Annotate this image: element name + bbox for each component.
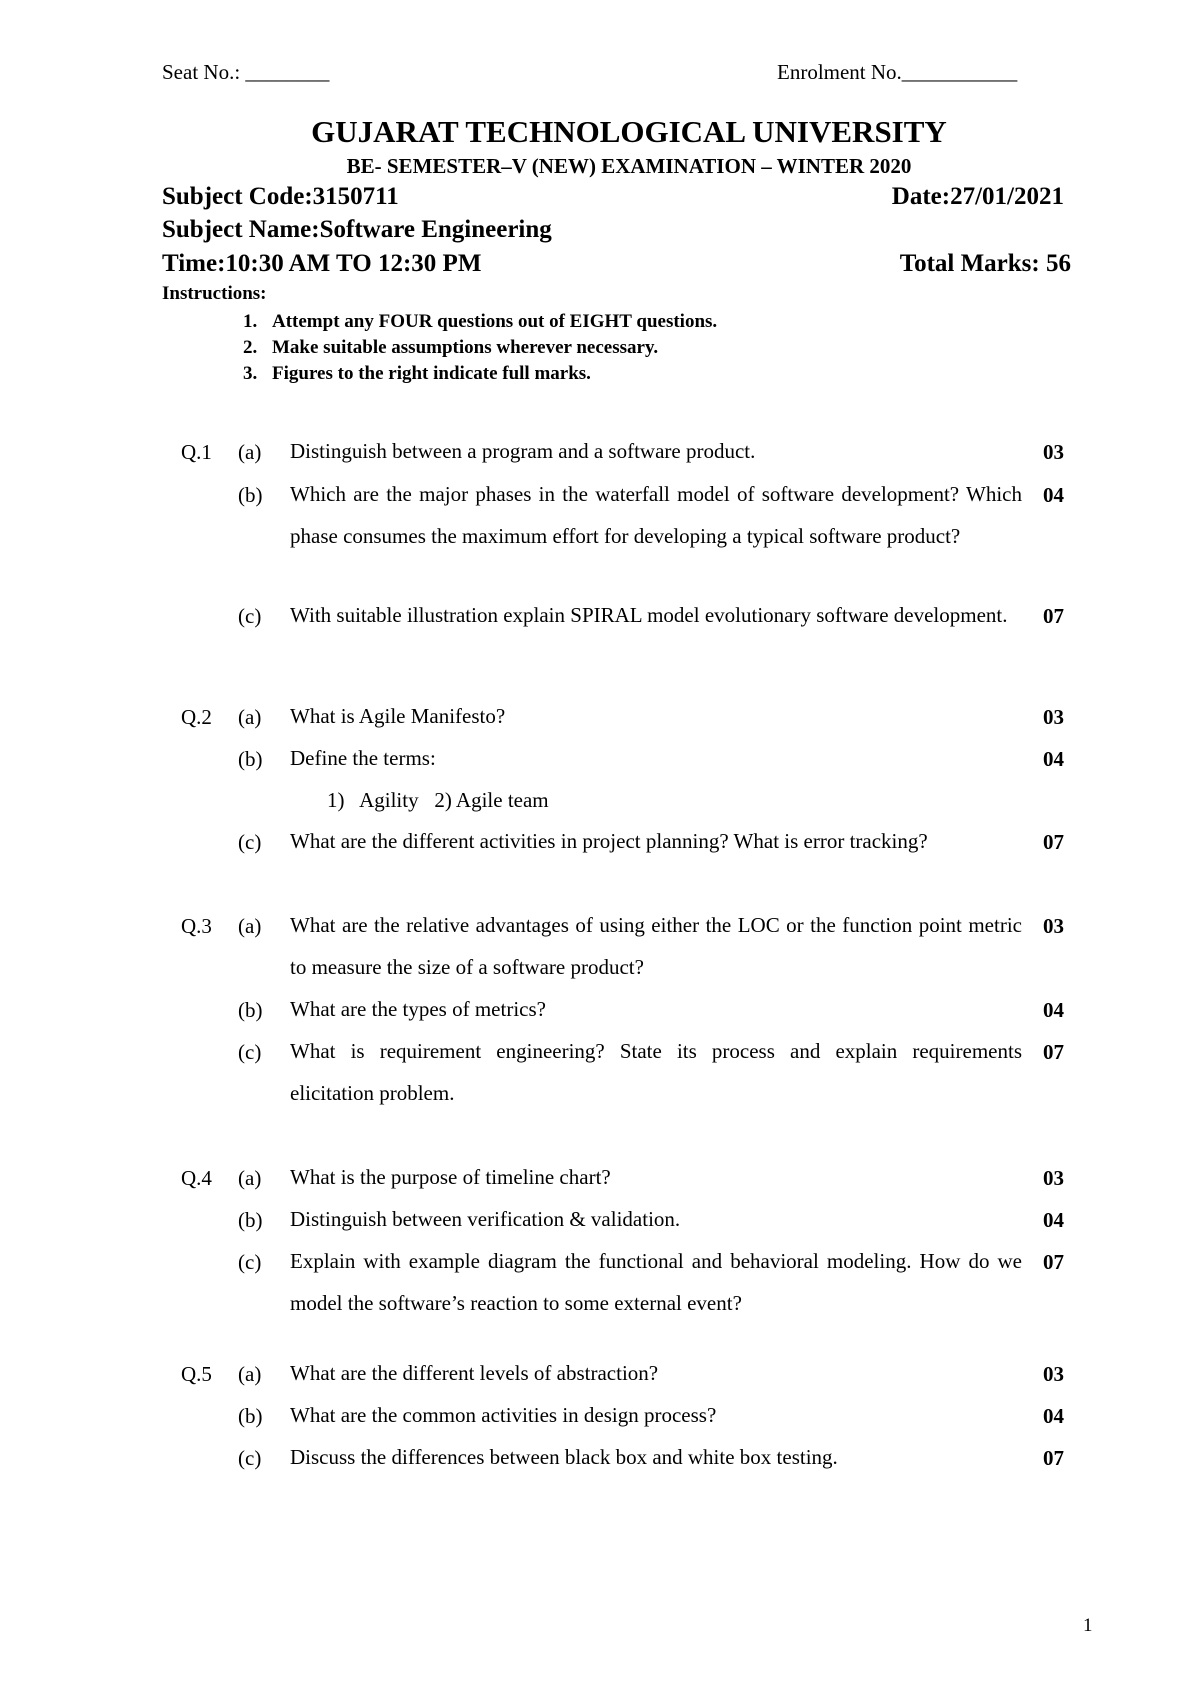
question-marks: 07: [1043, 830, 1064, 854]
exam-title: BE- SEMESTER–V (NEW) EXAMINATION – WINTER 2020: [346, 154, 912, 178]
exam-time: Time:10:30 AM TO 12:30 PM: [162, 250, 482, 277]
question-part: (a): [238, 705, 262, 729]
question-number: Q.2: [181, 705, 212, 729]
question-part: (b): [238, 483, 263, 507]
question-part: (c): [238, 830, 262, 854]
question-part: (b): [238, 1208, 263, 1232]
question-marks: 03: [1043, 1362, 1064, 1386]
question-text: Distinguish between verification & validation.: [290, 1207, 681, 1231]
question-marks: 07: [1043, 604, 1064, 628]
question-text: What are the different activities in project planning? What is error tracking?: [290, 829, 928, 853]
question-marks: 04: [1043, 1404, 1064, 1428]
question-marks: 04: [1043, 1208, 1064, 1232]
question-text: Distinguish between a program and a software product.: [290, 439, 756, 463]
question-number: Q.4: [181, 1166, 212, 1190]
question-part: (a): [238, 914, 262, 938]
subject-name: Subject Name:Software Engineering: [162, 216, 552, 243]
question-text: With suitable illustration explain SPIRAL model evolutionary software development.: [290, 603, 1008, 627]
question-part: (a): [238, 1362, 262, 1386]
instruction-item: [243, 361, 717, 387]
exam-date: Date:27/01/2021: [891, 183, 1064, 210]
question-marks: 04: [1043, 747, 1064, 771]
page-number: 1: [1083, 1615, 1093, 1636]
question-part: (c): [238, 1446, 262, 1470]
question-text: What is requirement engineering? State its process and explain requirements elicitation problem.: [290, 1039, 1022, 1105]
question-text: Define the terms:: [290, 746, 436, 770]
question-text: What are the types of metrics?: [290, 997, 546, 1021]
question-marks: 03: [1043, 1166, 1064, 1190]
question-text: What is the purpose of timeline chart?: [290, 1165, 611, 1189]
instruction-number: 3.: [243, 363, 258, 384]
question-text: What are the relative advantages of using either the LOC or the function point metric to measure the size of a software product?: [290, 913, 1022, 979]
seat-number-field: Seat No.: ________: [162, 60, 330, 84]
question-marks: 04: [1043, 998, 1064, 1022]
question-part: (b): [238, 1404, 263, 1428]
instruction-item: [243, 309, 717, 335]
question-marks: 07: [1043, 1040, 1064, 1064]
question-text: What are the common activities in design process?: [290, 1403, 717, 1427]
enrolment-number-field: Enrolment No.___________: [777, 60, 1018, 84]
question-marks: 03: [1043, 440, 1064, 464]
question-subitems: 1) Agility 2) Agile team: [327, 788, 549, 812]
question-part: (c): [238, 1040, 262, 1064]
instruction-number: 2.: [243, 337, 258, 358]
question-part: (a): [238, 1166, 262, 1190]
total-marks: Total Marks: 56: [899, 250, 1071, 277]
instructions-title: Instructions:: [162, 283, 267, 304]
question-text: What are the different levels of abstraction?: [290, 1361, 659, 1385]
question-part: (b): [238, 747, 263, 771]
subject-code: Subject Code:3150711: [162, 183, 399, 210]
question-text: Which are the major phases in the waterfall model of software development? Which phase consumes the maximum effort for developing a typical software product?: [290, 482, 1022, 548]
question-part: (b): [238, 998, 263, 1022]
question-marks: 03: [1043, 914, 1064, 938]
question-number: Q.1: [181, 440, 212, 464]
instruction-text: Attempt any FOUR questions out of EIGHT questions.: [272, 311, 718, 332]
instruction-number: 1.: [243, 311, 258, 332]
question-marks: 03: [1043, 705, 1064, 729]
university-title: GUJARAT TECHNOLOGICAL UNIVERSITY: [311, 114, 947, 149]
question-text: What is Agile Manifesto?: [290, 704, 506, 728]
question-number: Q.5: [181, 1362, 212, 1386]
question-text: Explain with example diagram the functional and behavioral modeling. How do we model the software’s reaction to some external event?: [290, 1249, 1022, 1315]
instructions-list: [243, 309, 717, 387]
question-part: (c): [238, 1250, 262, 1274]
question-marks: 07: [1043, 1250, 1064, 1274]
instruction-text: Figures to the right indicate full marks.: [272, 363, 591, 384]
question-part: (c): [238, 604, 262, 628]
instruction-item: [243, 335, 717, 361]
question-part: (a): [238, 440, 262, 464]
question-number: Q.3: [181, 914, 212, 938]
instruction-text: Make suitable assumptions wherever necessary.: [272, 337, 659, 358]
question-marks: 04: [1043, 483, 1064, 507]
question-marks: 07: [1043, 1446, 1064, 1470]
question-text: Discuss the differences between black box and white box testing.: [290, 1445, 838, 1469]
